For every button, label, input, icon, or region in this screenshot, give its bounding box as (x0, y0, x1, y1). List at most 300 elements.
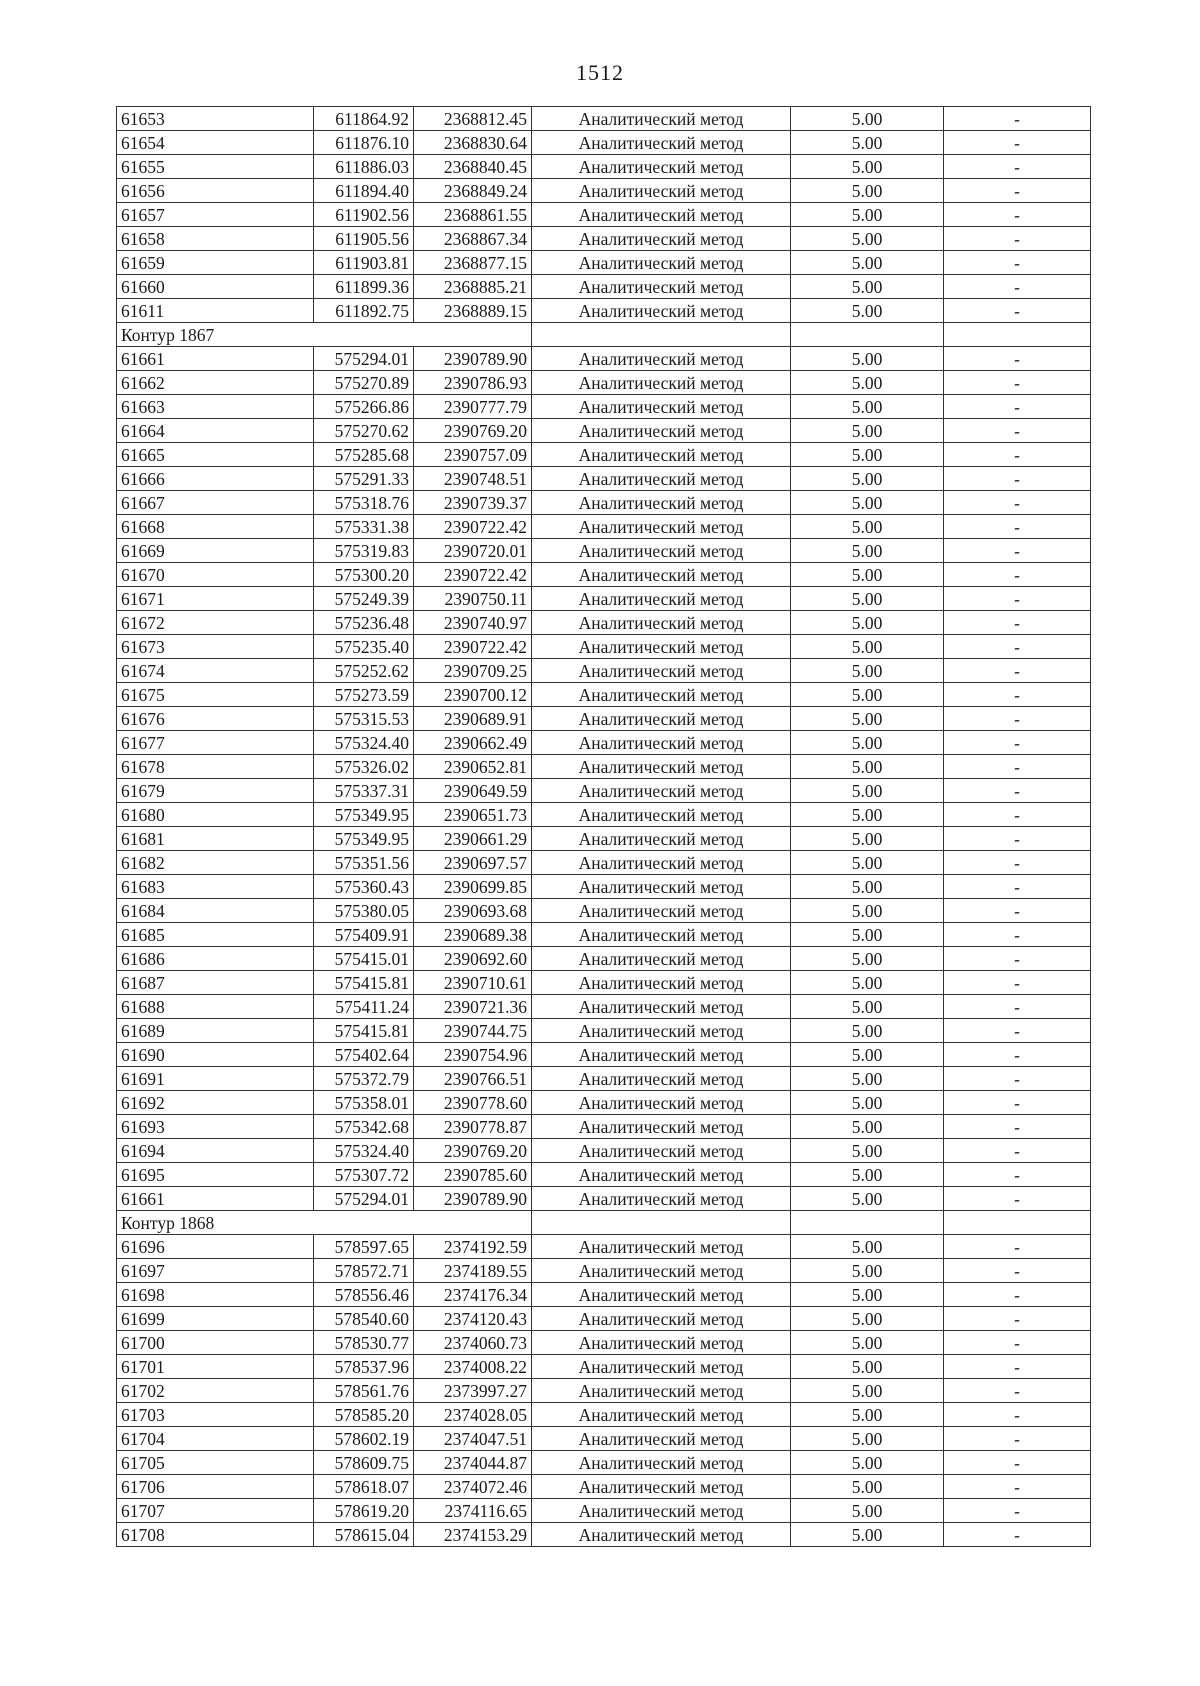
x-coordinate-cell: 575294.01 (314, 1187, 414, 1211)
empty-cell (791, 1211, 944, 1235)
accuracy-cell: 5.00 (791, 659, 944, 683)
x-coordinate-cell: 575324.40 (314, 1139, 414, 1163)
note-cell: - (944, 779, 1091, 803)
y-coordinate-cell: 2390757.09 (414, 443, 532, 467)
method-cell: Аналитический метод (532, 899, 791, 923)
note-cell: - (944, 611, 1091, 635)
accuracy-cell: 5.00 (791, 1067, 944, 1091)
accuracy-cell: 5.00 (791, 1163, 944, 1187)
point-number-cell: 61680 (117, 803, 314, 827)
note-cell: - (944, 1355, 1091, 1379)
contour-header-row (117, 323, 1091, 347)
method-cell: Аналитический метод (532, 203, 791, 227)
method-cell: Аналитический метод (532, 107, 791, 131)
table-row (117, 851, 1091, 875)
y-coordinate-cell: 2390652.81 (414, 755, 532, 779)
accuracy-cell: 5.00 (791, 1019, 944, 1043)
x-coordinate-cell: 575415.81 (314, 1019, 414, 1043)
accuracy-cell: 5.00 (791, 1283, 944, 1307)
accuracy-cell: 5.00 (791, 1451, 944, 1475)
note-cell: - (944, 1139, 1091, 1163)
point-number-cell: 61657 (117, 203, 314, 227)
table-row (117, 179, 1091, 203)
x-coordinate-cell: 575285.68 (314, 443, 414, 467)
point-number-cell: 61670 (117, 563, 314, 587)
x-coordinate-cell: 575349.95 (314, 803, 414, 827)
x-coordinate-cell: 575236.48 (314, 611, 414, 635)
accuracy-cell: 5.00 (791, 1475, 944, 1499)
empty-cell (532, 1211, 791, 1235)
note-cell: - (944, 131, 1091, 155)
x-coordinate-cell: 575300.20 (314, 563, 414, 587)
x-coordinate-cell: 575380.05 (314, 899, 414, 923)
method-cell: Аналитический метод (532, 803, 791, 827)
x-coordinate-cell: 575291.33 (314, 467, 414, 491)
y-coordinate-cell: 2374153.29 (414, 1523, 532, 1547)
accuracy-cell: 5.00 (791, 155, 944, 179)
method-cell: Аналитический метод (532, 707, 791, 731)
table-row (117, 1355, 1091, 1379)
accuracy-cell: 5.00 (791, 1307, 944, 1331)
accuracy-cell: 5.00 (791, 395, 944, 419)
empty-cell (944, 323, 1091, 347)
table-row (117, 1139, 1091, 1163)
method-cell: Аналитический метод (532, 539, 791, 563)
x-coordinate-cell: 611903.81 (314, 251, 414, 275)
note-cell: - (944, 563, 1091, 587)
accuracy-cell: 5.00 (791, 1355, 944, 1379)
method-cell: Аналитический метод (532, 923, 791, 947)
accuracy-cell: 5.00 (791, 1379, 944, 1403)
point-number-cell: 61687 (117, 971, 314, 995)
point-number-cell: 61675 (117, 683, 314, 707)
x-coordinate-cell: 575249.39 (314, 587, 414, 611)
coordinates-table-body (117, 107, 1091, 1547)
method-cell: Аналитический метод (532, 1115, 791, 1139)
accuracy-cell: 5.00 (791, 179, 944, 203)
y-coordinate-cell: 2390777.79 (414, 395, 532, 419)
accuracy-cell: 5.00 (791, 515, 944, 539)
table-row (117, 1451, 1091, 1475)
table-row (117, 203, 1091, 227)
note-cell: - (944, 275, 1091, 299)
note-cell: - (944, 683, 1091, 707)
note-cell: - (944, 755, 1091, 779)
table-row (117, 899, 1091, 923)
y-coordinate-cell: 2368812.45 (414, 107, 532, 131)
y-coordinate-cell: 2390649.59 (414, 779, 532, 803)
method-cell: Аналитический метод (532, 1427, 791, 1451)
x-coordinate-cell: 611902.56 (314, 203, 414, 227)
note-cell: - (944, 1259, 1091, 1283)
table-row (117, 467, 1091, 491)
x-coordinate-cell: 611905.56 (314, 227, 414, 251)
method-cell: Аналитический метод (532, 683, 791, 707)
table-row (117, 659, 1091, 683)
table-row (117, 1475, 1091, 1499)
x-coordinate-cell: 575349.95 (314, 827, 414, 851)
point-number-cell: 61664 (117, 419, 314, 443)
y-coordinate-cell: 2374047.51 (414, 1427, 532, 1451)
y-coordinate-cell: 2390692.60 (414, 947, 532, 971)
point-number-cell: 61689 (117, 1019, 314, 1043)
accuracy-cell: 5.00 (791, 947, 944, 971)
note-cell: - (944, 1187, 1091, 1211)
y-coordinate-cell: 2368840.45 (414, 155, 532, 179)
note-cell: - (944, 875, 1091, 899)
method-cell: Аналитический метод (532, 467, 791, 491)
point-number-cell: 61695 (117, 1163, 314, 1187)
accuracy-cell: 5.00 (791, 899, 944, 923)
note-cell: - (944, 899, 1091, 923)
note-cell: - (944, 515, 1091, 539)
table-row (117, 419, 1091, 443)
note-cell: - (944, 395, 1091, 419)
y-coordinate-cell: 2368877.15 (414, 251, 532, 275)
y-coordinate-cell: 2390689.91 (414, 707, 532, 731)
x-coordinate-cell: 575415.81 (314, 971, 414, 995)
x-coordinate-cell: 575270.89 (314, 371, 414, 395)
method-cell: Аналитический метод (532, 971, 791, 995)
method-cell: Аналитический метод (532, 1331, 791, 1355)
table-row (117, 1019, 1091, 1043)
y-coordinate-cell: 2390739.37 (414, 491, 532, 515)
accuracy-cell: 5.00 (791, 347, 944, 371)
method-cell: Аналитический метод (532, 299, 791, 323)
y-coordinate-cell: 2373997.27 (414, 1379, 532, 1403)
point-number-cell: 61691 (117, 1067, 314, 1091)
note-cell: - (944, 539, 1091, 563)
table-row (117, 1403, 1091, 1427)
table-row (117, 803, 1091, 827)
accuracy-cell: 5.00 (791, 1427, 944, 1451)
point-number-cell: 61668 (117, 515, 314, 539)
point-number-cell: 61682 (117, 851, 314, 875)
table-row (117, 443, 1091, 467)
table-row (117, 731, 1091, 755)
method-cell: Аналитический метод (532, 491, 791, 515)
y-coordinate-cell: 2368861.55 (414, 203, 532, 227)
table-row (117, 1307, 1091, 1331)
method-cell: Аналитический метод (532, 611, 791, 635)
contour-header-row (117, 1211, 1091, 1235)
x-coordinate-cell: 611899.36 (314, 275, 414, 299)
x-coordinate-cell: 611892.75 (314, 299, 414, 323)
point-number-cell: 61660 (117, 275, 314, 299)
table-row (117, 995, 1091, 1019)
method-cell: Аналитический метод (532, 443, 791, 467)
accuracy-cell: 5.00 (791, 1523, 944, 1547)
empty-cell (944, 1211, 1091, 1235)
method-cell: Аналитический метод (532, 1403, 791, 1427)
y-coordinate-cell: 2390720.01 (414, 539, 532, 563)
note-cell: - (944, 827, 1091, 851)
y-coordinate-cell: 2390693.68 (414, 899, 532, 923)
x-coordinate-cell: 578597.65 (314, 1235, 414, 1259)
note-cell: - (944, 179, 1091, 203)
y-coordinate-cell: 2390722.42 (414, 635, 532, 659)
accuracy-cell: 5.00 (791, 995, 944, 1019)
point-number-cell: 61661 (117, 347, 314, 371)
x-coordinate-cell: 578556.46 (314, 1283, 414, 1307)
point-number-cell: 61665 (117, 443, 314, 467)
x-coordinate-cell: 575270.62 (314, 419, 414, 443)
y-coordinate-cell: 2390778.60 (414, 1091, 532, 1115)
table-row (117, 1523, 1091, 1547)
x-coordinate-cell: 578530.77 (314, 1331, 414, 1355)
accuracy-cell: 5.00 (791, 971, 944, 995)
note-cell: - (944, 299, 1091, 323)
table-row (117, 587, 1091, 611)
point-number-cell: 61655 (117, 155, 314, 179)
method-cell: Аналитический метод (532, 875, 791, 899)
x-coordinate-cell: 578572.71 (314, 1259, 414, 1283)
point-number-cell: 61671 (117, 587, 314, 611)
table-row (117, 1427, 1091, 1451)
point-number-cell: 61694 (117, 1139, 314, 1163)
accuracy-cell: 5.00 (791, 707, 944, 731)
point-number-cell: 61674 (117, 659, 314, 683)
note-cell: - (944, 707, 1091, 731)
method-cell: Аналитический метод (532, 371, 791, 395)
note-cell: - (944, 1283, 1091, 1307)
point-number-cell: 61669 (117, 539, 314, 563)
note-cell: - (944, 731, 1091, 755)
point-number-cell: 61699 (117, 1307, 314, 1331)
x-coordinate-cell: 575337.31 (314, 779, 414, 803)
point-number-cell: 61688 (117, 995, 314, 1019)
table-row (117, 107, 1091, 131)
table-row (117, 275, 1091, 299)
method-cell: Аналитический метод (532, 347, 791, 371)
note-cell: - (944, 1067, 1091, 1091)
point-number-cell: 61653 (117, 107, 314, 131)
note-cell: - (944, 1115, 1091, 1139)
empty-cell (532, 323, 791, 347)
x-coordinate-cell: 575315.53 (314, 707, 414, 731)
y-coordinate-cell: 2390769.20 (414, 419, 532, 443)
note-cell: - (944, 1379, 1091, 1403)
method-cell: Аналитический метод (532, 1307, 791, 1331)
note-cell: - (944, 635, 1091, 659)
point-number-cell: 61673 (117, 635, 314, 659)
note-cell: - (944, 1427, 1091, 1451)
point-number-cell: 61690 (117, 1043, 314, 1067)
accuracy-cell: 5.00 (791, 827, 944, 851)
accuracy-cell: 5.00 (791, 611, 944, 635)
accuracy-cell: 5.00 (791, 131, 944, 155)
point-number-cell: 61684 (117, 899, 314, 923)
y-coordinate-cell: 2374008.22 (414, 1355, 532, 1379)
point-number-cell: 61659 (117, 251, 314, 275)
method-cell: Аналитический метод (532, 515, 791, 539)
x-coordinate-cell: 575319.83 (314, 539, 414, 563)
x-coordinate-cell: 575235.40 (314, 635, 414, 659)
accuracy-cell: 5.00 (791, 491, 944, 515)
accuracy-cell: 5.00 (791, 803, 944, 827)
table-row (117, 635, 1091, 659)
note-cell: - (944, 107, 1091, 131)
method-cell: Аналитический метод (532, 1259, 791, 1283)
point-number-cell: 61681 (117, 827, 314, 851)
note-cell: - (944, 227, 1091, 251)
x-coordinate-cell: 578615.04 (314, 1523, 414, 1547)
point-number-cell: 61700 (117, 1331, 314, 1355)
point-number-cell: 61663 (117, 395, 314, 419)
method-cell: Аналитический метод (532, 275, 791, 299)
y-coordinate-cell: 2390709.25 (414, 659, 532, 683)
table-row (117, 779, 1091, 803)
y-coordinate-cell: 2390697.57 (414, 851, 532, 875)
x-coordinate-cell: 611894.40 (314, 179, 414, 203)
point-number-cell: 61672 (117, 611, 314, 635)
y-coordinate-cell: 2390789.90 (414, 347, 532, 371)
x-coordinate-cell: 578609.75 (314, 1451, 414, 1475)
method-cell: Аналитический метод (532, 659, 791, 683)
x-coordinate-cell: 575326.02 (314, 755, 414, 779)
method-cell: Аналитический метод (532, 635, 791, 659)
y-coordinate-cell: 2390651.73 (414, 803, 532, 827)
note-cell: - (944, 587, 1091, 611)
x-coordinate-cell: 575324.40 (314, 731, 414, 755)
accuracy-cell: 5.00 (791, 371, 944, 395)
point-number-cell: 61611 (117, 299, 314, 323)
coordinates-table (116, 106, 1091, 1547)
method-cell: Аналитический метод (532, 563, 791, 587)
table-row (117, 491, 1091, 515)
table-row (117, 923, 1091, 947)
accuracy-cell: 5.00 (791, 1403, 944, 1427)
point-number-cell: 61698 (117, 1283, 314, 1307)
y-coordinate-cell: 2374120.43 (414, 1307, 532, 1331)
table-row (117, 1187, 1091, 1211)
table-row (117, 299, 1091, 323)
x-coordinate-cell: 575415.01 (314, 947, 414, 971)
note-cell: - (944, 371, 1091, 395)
point-number-cell: 61702 (117, 1379, 314, 1403)
y-coordinate-cell: 2390748.51 (414, 467, 532, 491)
table-row (117, 563, 1091, 587)
x-coordinate-cell: 575331.38 (314, 515, 414, 539)
method-cell: Аналитический метод (532, 419, 791, 443)
accuracy-cell: 5.00 (791, 107, 944, 131)
accuracy-cell: 5.00 (791, 203, 944, 227)
table-row (117, 683, 1091, 707)
accuracy-cell: 5.00 (791, 875, 944, 899)
accuracy-cell: 5.00 (791, 1331, 944, 1355)
x-coordinate-cell: 578561.76 (314, 1379, 414, 1403)
y-coordinate-cell: 2390722.42 (414, 515, 532, 539)
note-cell: - (944, 419, 1091, 443)
accuracy-cell: 5.00 (791, 587, 944, 611)
empty-cell (791, 323, 944, 347)
point-number-cell: 61697 (117, 1259, 314, 1283)
y-coordinate-cell: 2390699.85 (414, 875, 532, 899)
table-row (117, 1163, 1091, 1187)
point-number-cell: 61685 (117, 923, 314, 947)
x-coordinate-cell: 575411.24 (314, 995, 414, 1019)
y-coordinate-cell: 2368830.64 (414, 131, 532, 155)
y-coordinate-cell: 2390661.29 (414, 827, 532, 851)
method-cell: Аналитический метод (532, 1379, 791, 1403)
accuracy-cell: 5.00 (791, 851, 944, 875)
method-cell: Аналитический метод (532, 1067, 791, 1091)
accuracy-cell: 5.00 (791, 467, 944, 491)
method-cell: Аналитический метод (532, 1043, 791, 1067)
point-number-cell: 61662 (117, 371, 314, 395)
page-number: 1512 (576, 60, 624, 85)
table-row (117, 131, 1091, 155)
x-coordinate-cell: 575273.59 (314, 683, 414, 707)
point-number-cell: 61676 (117, 707, 314, 731)
note-cell: - (944, 923, 1091, 947)
point-number-cell: 61696 (117, 1235, 314, 1259)
y-coordinate-cell: 2374189.55 (414, 1259, 532, 1283)
method-cell: Аналитический метод (532, 1019, 791, 1043)
table-row (117, 707, 1091, 731)
table-row (117, 755, 1091, 779)
y-coordinate-cell: 2390689.38 (414, 923, 532, 947)
note-cell: - (944, 1331, 1091, 1355)
method-cell: Аналитический метод (532, 1235, 791, 1259)
method-cell: Аналитический метод (532, 947, 791, 971)
contour-label: Контур 1868 (117, 1211, 532, 1235)
x-coordinate-cell: 578585.20 (314, 1403, 414, 1427)
table-row (117, 1499, 1091, 1523)
table-row (117, 827, 1091, 851)
accuracy-cell: 5.00 (791, 1091, 944, 1115)
table-row (117, 1283, 1091, 1307)
note-cell: - (944, 803, 1091, 827)
table-row (117, 1091, 1091, 1115)
accuracy-cell: 5.00 (791, 1043, 944, 1067)
method-cell: Аналитический метод (532, 179, 791, 203)
accuracy-cell: 5.00 (791, 443, 944, 467)
point-number-cell: 61707 (117, 1499, 314, 1523)
accuracy-cell: 5.00 (791, 779, 944, 803)
y-coordinate-cell: 2390662.49 (414, 731, 532, 755)
accuracy-cell: 5.00 (791, 275, 944, 299)
method-cell: Аналитический метод (532, 395, 791, 419)
x-coordinate-cell: 575358.01 (314, 1091, 414, 1115)
y-coordinate-cell: 2390785.60 (414, 1163, 532, 1187)
note-cell: - (944, 347, 1091, 371)
x-coordinate-cell: 578619.20 (314, 1499, 414, 1523)
note-cell: - (944, 947, 1091, 971)
table-row (117, 1115, 1091, 1139)
method-cell: Аналитический метод (532, 1499, 791, 1523)
accuracy-cell: 5.00 (791, 1499, 944, 1523)
x-coordinate-cell: 575307.72 (314, 1163, 414, 1187)
table-row (117, 1235, 1091, 1259)
x-coordinate-cell: 578537.96 (314, 1355, 414, 1379)
accuracy-cell: 5.00 (791, 251, 944, 275)
table-row (117, 971, 1091, 995)
table-row (117, 251, 1091, 275)
x-coordinate-cell: 611864.92 (314, 107, 414, 131)
y-coordinate-cell: 2374192.59 (414, 1235, 532, 1259)
y-coordinate-cell: 2374116.65 (414, 1499, 532, 1523)
note-cell: - (944, 1019, 1091, 1043)
x-coordinate-cell: 578540.60 (314, 1307, 414, 1331)
accuracy-cell: 5.00 (791, 1139, 944, 1163)
point-number-cell: 61704 (117, 1427, 314, 1451)
y-coordinate-cell: 2390744.75 (414, 1019, 532, 1043)
method-cell: Аналитический метод (532, 731, 791, 755)
method-cell: Аналитический метод (532, 995, 791, 1019)
note-cell: - (944, 251, 1091, 275)
accuracy-cell: 5.00 (791, 419, 944, 443)
